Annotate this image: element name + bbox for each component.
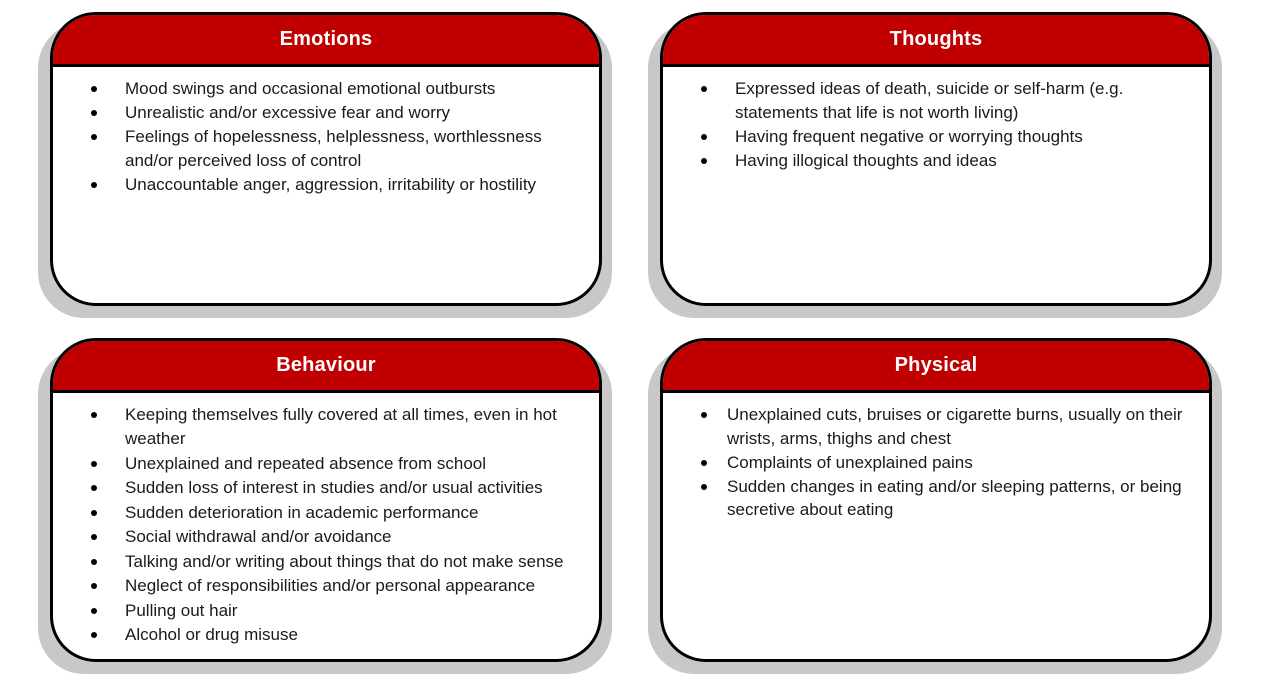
bullet-icon [91, 485, 97, 491]
bullet-icon [701, 158, 707, 164]
item-list [87, 403, 579, 647]
bullet-icon [701, 412, 707, 418]
list-item-text: Mood swings and occasional emotional outbursts [125, 79, 496, 98]
bullet-icon [91, 632, 97, 638]
bullet-icon [701, 86, 707, 92]
item-list [87, 77, 579, 196]
list-item [87, 599, 579, 623]
list-item-text: Complaints of unexplained pains [727, 452, 973, 472]
list-item [87, 77, 579, 101]
list-item [87, 101, 579, 125]
list-item-text: Expressed ideas of death, suicide or self-harm (e.g. statements that life is not worth living) [735, 79, 1124, 122]
card-emotions [50, 12, 602, 306]
bullet-icon [91, 182, 97, 188]
bullet-icon [91, 534, 97, 540]
card-body [53, 393, 599, 647]
list-item [697, 149, 1189, 173]
card-header [663, 341, 1209, 393]
list-item-text: Sudden changes in eating and/or sleeping patterns, or being secretive about eating [727, 476, 1182, 519]
list-item [87, 173, 579, 197]
list-item-text: Feelings of hopelessness, helplessness, worthlessness and/or perceived loss of control [125, 127, 542, 170]
bullet-icon [91, 510, 97, 516]
list-item [697, 403, 1189, 450]
card-title: Emotions [279, 28, 373, 50]
list-item-text: Pulling out hair [125, 600, 238, 620]
list-item [87, 476, 579, 500]
card-frame [50, 12, 602, 306]
bullet-icon [91, 583, 97, 589]
list-item [697, 475, 1189, 522]
bullet-icon [701, 460, 707, 466]
bullet-icon [701, 134, 707, 140]
bullet-icon [91, 559, 97, 565]
list-item-text: Having illogical thoughts and ideas [735, 150, 997, 170]
card-behaviour [50, 338, 602, 662]
card-header [53, 15, 599, 67]
list-item [697, 125, 1189, 149]
bullet-icon [701, 484, 707, 490]
item-list [697, 403, 1189, 522]
list-item-text: Unaccountable anger, aggression, irritability or hostility [125, 174, 537, 194]
list-item-text: Sudden loss of interest in studies and/or usual activities [125, 478, 543, 497]
card-body [663, 67, 1209, 172]
list-item-text: Unrealistic and/or excessive fear and worry [125, 103, 451, 122]
card-frame [50, 338, 602, 662]
item-list [697, 77, 1189, 172]
list-item [87, 125, 579, 172]
list-item [87, 550, 579, 574]
list-item-text: Alcohol or drug misuse [125, 625, 298, 644]
bullet-icon [91, 461, 97, 467]
list-item [87, 452, 579, 476]
list-item-text: Unexplained and repeated absence from school [125, 453, 487, 473]
bullet-icon [91, 86, 97, 92]
bullet-icon [91, 110, 97, 116]
list-item-text: Unexplained cuts, bruises or cigarette burns, usually on their wrists, arms, thighs and chest [727, 405, 1183, 448]
bullet-icon [91, 134, 97, 140]
list-item [87, 525, 579, 549]
list-item [87, 574, 579, 598]
list-item [87, 403, 579, 451]
list-item-text: Social withdrawal and/or avoidance [125, 527, 392, 546]
list-item-text: Keeping themselves fully covered at all times, even in hot weather [125, 405, 557, 448]
card-frame [660, 12, 1212, 306]
list-item [87, 623, 579, 647]
bullet-icon [91, 412, 97, 418]
card-header [663, 15, 1209, 67]
card-frame [660, 338, 1212, 662]
card-header [53, 341, 599, 393]
card-body [663, 393, 1209, 522]
bullet-icon [91, 608, 97, 614]
card-thoughts [660, 12, 1212, 306]
card-title: Behaviour [276, 354, 376, 376]
list-item-text: Neglect of responsibilities and/or personal appearance [125, 576, 536, 595]
list-item-text: Sudden deterioration in academic performance [125, 502, 479, 522]
list-item-text: Talking and/or writing about things that do not make sense [125, 551, 564, 571]
card-title: Physical [894, 354, 978, 376]
list-item [87, 501, 579, 525]
card-physical [660, 338, 1212, 662]
list-item-text: Having frequent negative or worrying thoughts [735, 126, 1083, 146]
list-item [697, 77, 1189, 124]
card-body [53, 67, 599, 196]
list-item [697, 451, 1189, 475]
card-title: Thoughts [889, 28, 983, 50]
